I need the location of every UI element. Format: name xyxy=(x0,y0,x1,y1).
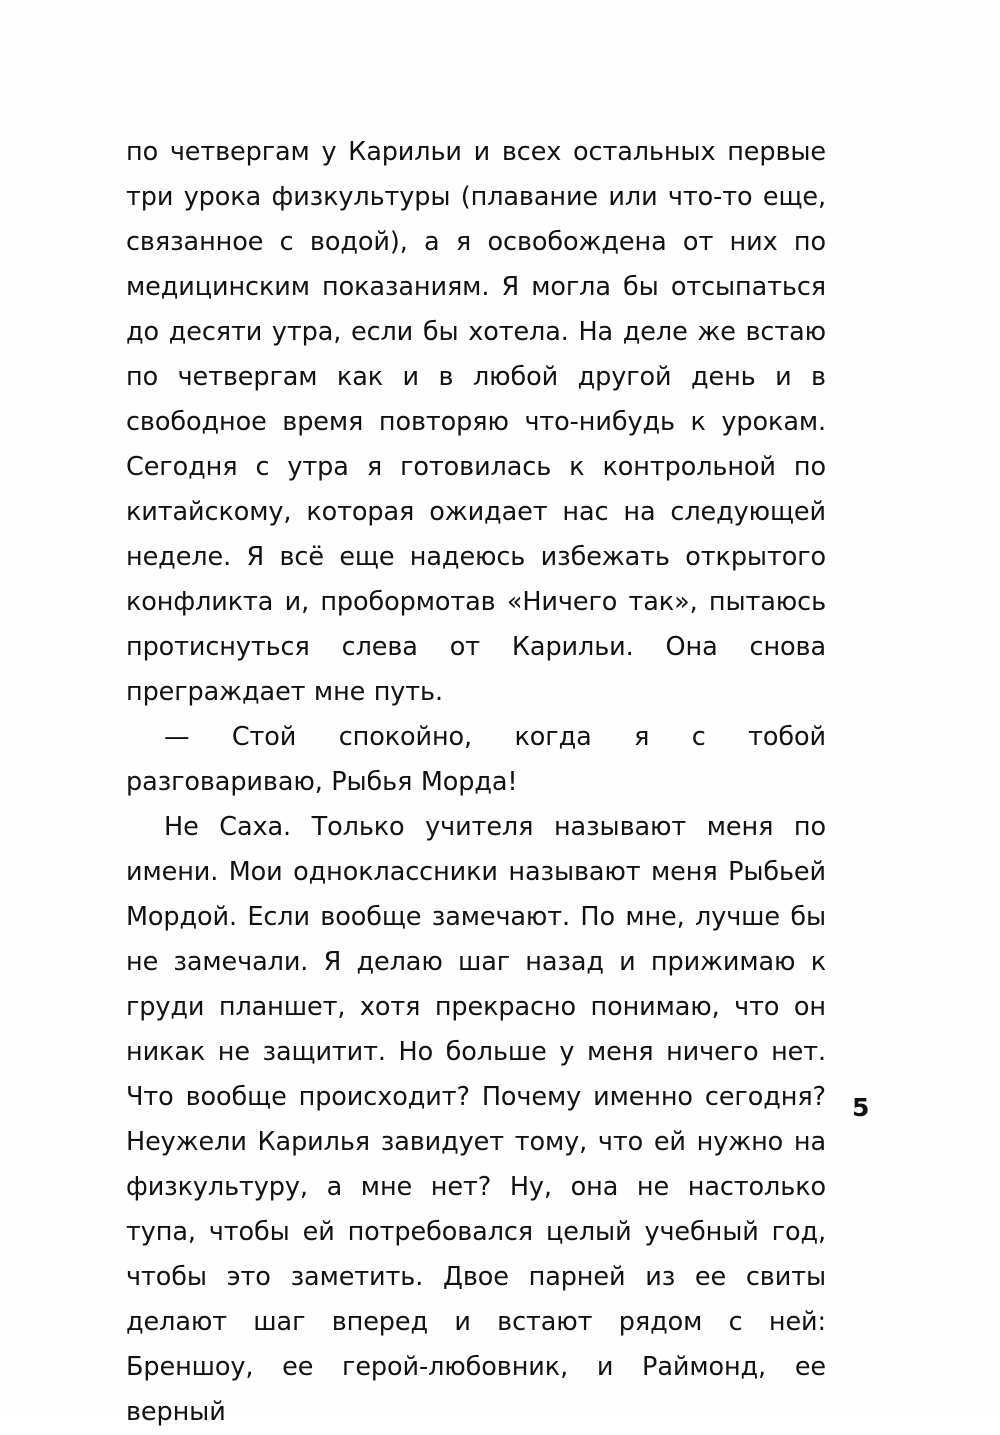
page-text-column xyxy=(126,130,826,1435)
paragraph: Не Саха. Только учителя называют меня по имени. Мои одноклассники называют меня Рыбьей Мордой. Если вообще замечают. По мне, лучше бы не замечали. Я делаю шаг назад и прижимаю к груди планшет, хотя прекрасно понимаю, что он никак не защитит. Но больше у меня ничего нет. Что вообще происходит? Почему именно сегодня? Неужели Карилья завидует тому, что ей нужно на физкультуру, а мне нет? Ну, она не настолько тупа, чтобы ей потребовался целый учебный год, чтобы это заметить. Двое парней из ее свиты делают шаг вперед и встают рядом с ней: Бреншоу, ее герой-любовник, и Раймонд, ее верный xyxy=(126,812,826,1427)
paragraph: — Стой спокойно, когда я с тобой разговариваю, Рыбья Морда! xyxy=(126,722,826,797)
paragraph: по четвергам у Карильи и всех остальных первые три урока физкультуры (плавание или что-то еще, связанное с водой), а я освобождена от них по медицинским показаниям. Я могла бы отсыпаться до десяти утра, если бы хотела. На деле же встаю по четвергам как и в любой другой день и в свободное время повторяю что-нибудь к урокам. Сегодня с утра я готовилась к контрольной по китайскому, которая ожидает нас на следующей неделе. Я всё еще надеюсь избежать открытого конфликта и, пробормотав «Ничего так», пытаюсь протиснуться слева от Карильи. Она снова преграждает мне путь. xyxy=(126,137,826,707)
page-number: 5 xyxy=(852,1093,870,1122)
